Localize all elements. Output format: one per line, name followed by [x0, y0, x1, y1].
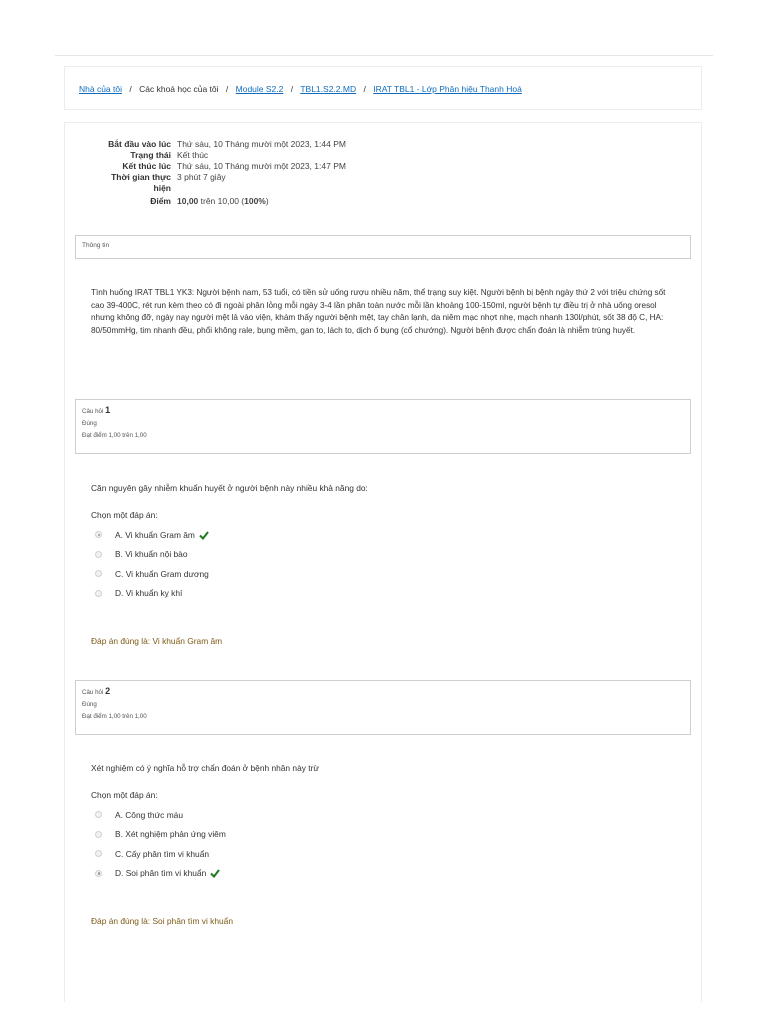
summary-label: Bắt đầu vào lúc [108, 139, 171, 149]
question-text: Xét nghiệm có ý nghĩa hỗ trợ chẩn đoán ở bệnh nhân này trừ [91, 763, 319, 773]
question-number: 1 [105, 405, 111, 415]
info-header [75, 235, 691, 259]
answer-label: B. Vi khuẩn nội bào [115, 549, 188, 560]
summary-row-time [77, 172, 346, 194]
answer-option[interactable] [95, 564, 209, 584]
grade-close: ) [265, 196, 269, 206]
summary-row-started [77, 139, 346, 150]
answer-label: D. Soi phân tìm vi khuẩn [115, 868, 207, 879]
radio-button[interactable] [95, 531, 102, 538]
summary-value: Thứ sáu, 10 Tháng mười một 2023, 1:44 PM [177, 139, 346, 149]
breadcrumb-separator: / [363, 84, 366, 94]
answer-label: A. Công thức máu [115, 809, 183, 820]
summary-label: Kết thúc lúc [122, 161, 171, 171]
question-label: Câu hỏi [82, 689, 104, 696]
question-mark: Đạt điểm 1,00 trên 1,00 [82, 713, 147, 720]
summary-label-line-2: hiện [153, 183, 171, 193]
breadcrumb-quiz-link[interactable]: IRAT TBL1 - Lớp Phân hiệu Thanh Hoá [373, 84, 522, 94]
radio-button[interactable] [95, 850, 102, 857]
summary-value: Thứ sáu, 10 Tháng mười một 2023, 1:47 PM [177, 161, 346, 171]
radio-button[interactable] [95, 811, 102, 818]
breadcrumb-my-courses: Các khoá học của tôi [139, 84, 219, 94]
radio-button[interactable] [95, 590, 102, 597]
summary-row-completed [77, 161, 346, 172]
summary-label: Trạng thái [130, 150, 171, 160]
radio-button[interactable] [95, 870, 102, 877]
breadcrumb [64, 66, 702, 110]
answer-label: A. Vi khuẩn Gram âm [115, 529, 195, 540]
correct-check-icon [199, 530, 209, 540]
info-label: Thông tin [82, 242, 110, 249]
breadcrumb-course-link[interactable]: TBL1.S2.2.MD [300, 84, 357, 94]
question-label: Câu hỏi [82, 408, 104, 415]
correct-answer-feedback: Đáp án đúng là: Vi khuẩn Gram âm [91, 636, 223, 646]
answer-option[interactable] [95, 805, 226, 825]
answer-label: B. Xét nghiệm phản ứng viêm [115, 829, 226, 840]
summary-value: 3 phút 7 giây [177, 172, 226, 182]
question-info [75, 680, 691, 735]
answer-label: D. Vi khuẩn kỵ khí [115, 588, 183, 599]
question-mark: Đạt điểm 1,00 trên 1,00 [82, 432, 147, 439]
breadcrumb-separator: / [225, 84, 229, 94]
answer-option[interactable] [95, 864, 226, 884]
answer-label: C. Vi khuẩn Gram dương [115, 568, 209, 579]
choose-prompt: Chọn một đáp án: [91, 790, 158, 800]
summary-label-line-1: Thời gian thực [111, 172, 171, 182]
summary-row-grade [77, 196, 346, 207]
question-number: 2 [105, 686, 111, 696]
radio-button[interactable] [95, 831, 102, 838]
answer-option[interactable] [95, 545, 209, 565]
correct-check-icon [210, 868, 220, 878]
question-state: Đúng [82, 701, 97, 708]
answer-option[interactable] [95, 844, 226, 864]
attempt-summary [77, 139, 346, 207]
grade-percent: 100% [244, 196, 266, 206]
breadcrumb-separator: / [129, 84, 132, 94]
answer-option[interactable] [95, 525, 209, 545]
answer-option[interactable] [95, 584, 209, 604]
breadcrumb-module-link[interactable]: Module S2.2 [235, 84, 284, 94]
choose-prompt: Chọn một đáp án: [91, 510, 158, 520]
answer-label: C. Cấy phân tìm vi khuẩn [115, 848, 210, 859]
grade-score: 10,00 [177, 196, 199, 206]
radio-button[interactable] [95, 570, 102, 577]
breadcrumb-separator: / [290, 84, 294, 94]
answer-option[interactable] [95, 825, 226, 845]
summary-label: Điểm [150, 196, 171, 206]
question-info [75, 399, 691, 454]
summary-value [177, 196, 269, 207]
breadcrumb-home-link[interactable]: Nhà của tôi [79, 84, 122, 94]
summary-value: Kết thúc [177, 150, 209, 160]
correct-answer-feedback: Đáp án đúng là: Soi phân tìm vi khuẩn [91, 916, 234, 926]
answer-list [95, 525, 209, 603]
top-divider [55, 55, 713, 56]
question-state: Đúng [82, 420, 97, 427]
question-text: Căn nguyên gây nhiễm khuẩn huyết ở người bệnh này nhiều khả năng do: [91, 483, 368, 493]
case-description: Tình huống IRAT TBL1 YK3: Người bệnh nam, 53 tuổi, có tiền sử uống rượu nhiều năm, thể trạng suy kiệt. Người bệnh bị bệnh ngày thứ 2 với triệu chứng sốt cao 39-400C, rét run kèm theo có đi ngoài phân lỏng mỗi ngày 3-4 lần phân toàn nước mỗi lần khoảng 100-150ml, người bệnh tự điều trị ở nhà uống oresol nhưng không đỡ, ngày nay người mệt lả vào viện, khám thấy người bệnh mệt, tay chân lạnh, da niêm mạc nhợt nhẹ, mạch nhanh 130l/phút, sốt 38 độ C, HA: 80/50mmHg, tim nhanh đều, phổi không rale, bụng mềm, gan to, lách to, dịch ổ bụng (cổ chướng). Người bệnh được chẩn đoán là nhiễm trùng huyết. [91, 288, 666, 335]
radio-button[interactable] [95, 551, 102, 558]
quiz-review-page [64, 122, 702, 1002]
grade-out-of: trên 10,00 ( [198, 196, 245, 206]
summary-label [77, 172, 177, 194]
answer-list [95, 805, 226, 883]
summary-row-state [77, 150, 346, 161]
